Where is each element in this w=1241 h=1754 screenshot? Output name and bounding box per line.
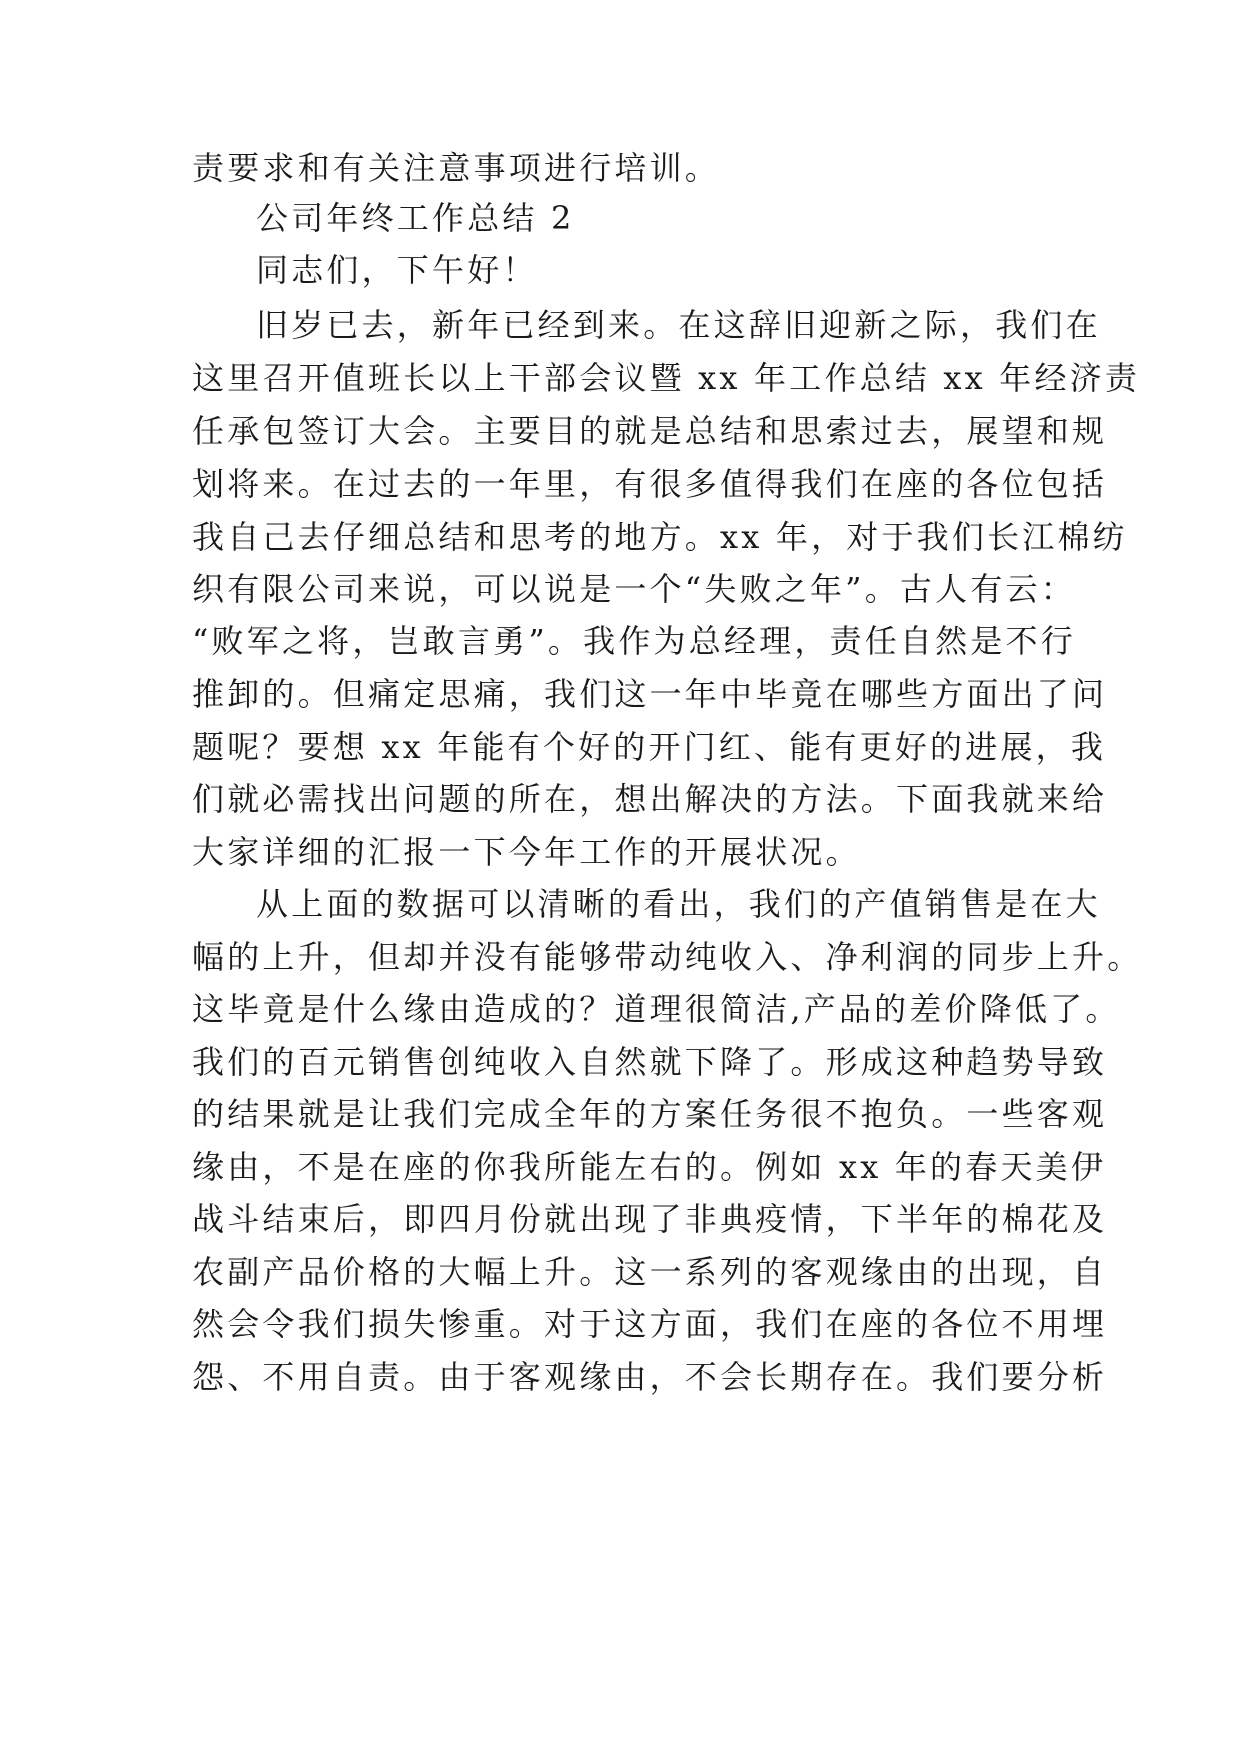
text-line: 农副产品价格的大幅上升。这一系列的客观缘由的出现，自	[192, 1253, 1108, 1291]
text-line: 怨、不用自责。由于客观缘由，不会长期存在。我们要分析	[192, 1358, 1108, 1396]
text-line: 缘由，不是在座的你我所能左右的。例如 xx 年的春天美伊	[192, 1148, 1107, 1186]
text-line: 我自己去仔细总结和思考的地方。xx 年，对于我们长江棉纺	[192, 518, 1128, 556]
text-line: 任承包签订大会。主要目的就是总结和思索过去，展望和规	[192, 412, 1108, 450]
text-line: 幅的上升，但却并没有能够带动纯收入、净利润的同步上升。	[192, 938, 1143, 976]
text-line: 这里召开值班长以上干部会议暨 xx 年工作总结 xx 年经济责	[192, 359, 1141, 397]
text-line: “败军之将，岂敢言勇”。我作为总经理，责任自然是不行	[192, 622, 1076, 660]
text-line: 这毕竟是什么缘由造成的？道理很简洁,产品的差价降低了。	[192, 990, 1121, 1028]
text-line: 我们的百元销售创纯收入自然就下降了。形成这种趋势导致	[192, 1043, 1108, 1081]
text-line: 的结果就是让我们完成全年的方案任务很不抱负。一些客观	[192, 1095, 1108, 1133]
section-heading: 公司年终工作总结 2	[256, 199, 575, 237]
greeting-line: 同志们，下午好！	[256, 251, 538, 289]
text-line: 们就必需找出问题的所在，想出解决的方法。下面我就来给	[192, 780, 1108, 818]
text-line: 推卸的。但痛定思痛，我们这一年中毕竟在哪些方面出了问	[192, 675, 1108, 713]
text-line: 然会令我们损失惨重。对于这方面，我们在座的各位不用埋	[192, 1305, 1108, 1343]
text-line: 战斗结束后，即四月份就出现了非典疫情，下半年的棉花及	[192, 1200, 1108, 1238]
text-line: 旧岁已去，新年已经到来。在这辞旧迎新之际，我们在	[256, 306, 1101, 344]
text-line: 从上面的数据可以清晰的看出，我们的产值销售是在大	[256, 885, 1101, 923]
text-line: 责要求和有关注意事项进行培训。	[192, 149, 721, 187]
text-line: 织有限公司来说，可以说是一个“失败之年”。古人有云：	[192, 570, 1076, 608]
text-line: 划将来。在过去的一年里，有很多值得我们在座的各位包括	[192, 465, 1108, 503]
text-line: 大家详细的汇报一下今年工作的开展状况。	[192, 833, 861, 871]
text-line: 题呢？要想 xx 年能有个好的开门红、能有更好的进展，我	[192, 728, 1107, 766]
